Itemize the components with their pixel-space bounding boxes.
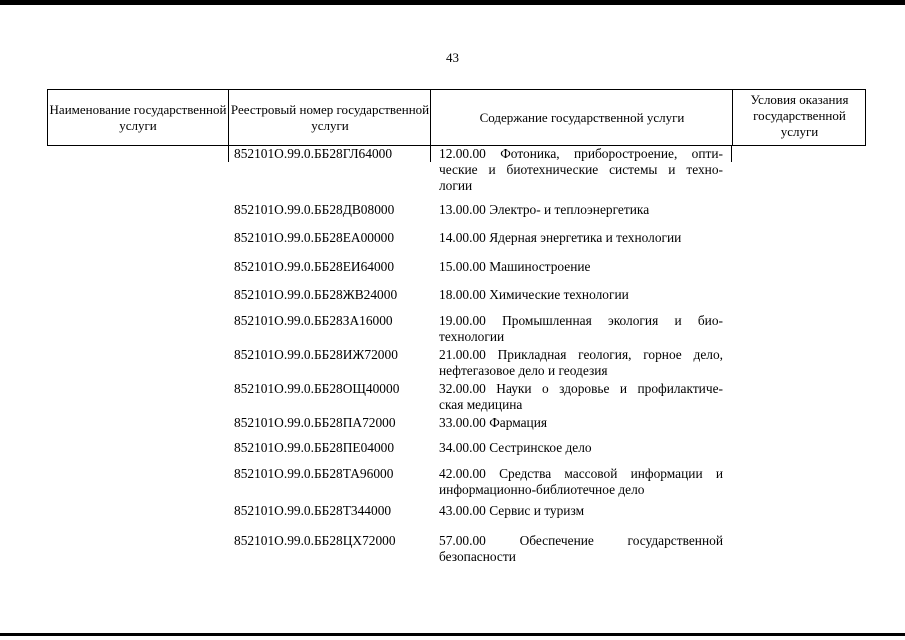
registry-code: 852101О.99.0.ББ28Т344000 xyxy=(234,503,392,518)
header-registry-number: Реестровый номер государственной услуги xyxy=(228,90,431,145)
registry-code: 852101О.99.0.ББ28ОЩ40000 xyxy=(234,381,400,396)
description-line: 32.00.00 Науки о здоровье и профилактиче- xyxy=(439,381,723,396)
service-description xyxy=(439,146,723,194)
service-description xyxy=(439,440,723,456)
description-line: логии xyxy=(439,178,473,193)
registry-code: 852101О.99.0.ББ28ГЛ64000 xyxy=(234,146,393,161)
description-line: 13.00.00 Электро- и теплоэнергетика xyxy=(439,202,650,217)
description-line: ческие и биотехнические системы и техно- xyxy=(439,162,723,177)
description-line: 57.00.00 Обеспечение государственной xyxy=(439,533,723,548)
registry-code: 852101О.99.0.ББ28ДВ08000 xyxy=(234,202,395,217)
description-line: 43.00.00 Сервис и туризм xyxy=(439,503,585,518)
description-line: 15.00.00 Машиностроение xyxy=(439,259,591,274)
description-line: 34.00.00 Сестринское дело xyxy=(439,440,592,455)
service-description xyxy=(439,415,723,431)
table-header xyxy=(47,89,866,146)
description-line: 21.00.00 Прикладная геология, горное дело, xyxy=(439,347,723,362)
top-rule xyxy=(0,0,905,5)
service-description xyxy=(439,533,723,565)
registry-code: 852101О.99.0.ББ28ЖВ24000 xyxy=(234,287,398,302)
column-divider xyxy=(731,145,732,162)
header-service-conditions: Условия оказания государственной услуги xyxy=(732,90,866,145)
description-line: 14.00.00 Ядерная энергетика и технологии xyxy=(439,230,682,245)
service-description xyxy=(439,347,723,379)
description-line: информационно-библиотечное дело xyxy=(439,482,645,497)
description-line: безопасности xyxy=(439,549,516,564)
registry-code: 852101О.99.0.ББ28ЕА00000 xyxy=(234,230,395,245)
service-description xyxy=(439,287,723,303)
description-line: 42.00.00 Средства массовой информации и xyxy=(439,466,723,481)
service-description xyxy=(439,259,723,275)
description-line: технологии xyxy=(439,329,505,344)
column-divider xyxy=(228,145,229,162)
header-service-content: Содержание государственной услуги xyxy=(430,90,733,145)
service-description xyxy=(439,230,723,246)
service-description xyxy=(439,313,723,345)
registry-code: 852101О.99.0.ББ28ИЖ72000 xyxy=(234,347,398,362)
description-line: 33.00.00 Фармация xyxy=(439,415,548,430)
service-description xyxy=(439,503,723,519)
registry-code: 852101О.99.0.ББ28ЕИ64000 xyxy=(234,259,395,274)
service-description xyxy=(439,381,723,413)
page-number: 43 xyxy=(446,50,459,65)
description-line: нефтегазовое дело и геодезия xyxy=(439,363,608,378)
column-divider xyxy=(430,145,431,162)
header-service-name: Наименование государственной услуги xyxy=(49,101,227,133)
description-line: 19.00.00 Промышленная экология и био- xyxy=(439,313,723,328)
bottom-rule xyxy=(0,633,905,636)
registry-code: 852101О.99.0.ББ28ЗА16000 xyxy=(234,313,393,328)
description-line: ская медицина xyxy=(439,397,523,412)
registry-code: 852101О.99.0.ББ28ЦХ72000 xyxy=(234,533,396,548)
service-description xyxy=(439,466,723,498)
description-line: 12.00.00 Фотоника, приборостроение, опти- xyxy=(439,146,723,161)
registry-code: 852101О.99.0.ББ28ПА72000 xyxy=(234,415,396,430)
registry-code: 852101О.99.0.ББ28ТА96000 xyxy=(234,466,394,481)
registry-code: 852101О.99.0.ББ28ПЕ04000 xyxy=(234,440,395,455)
description-line: 18.00.00 Химические технологии xyxy=(439,287,629,302)
service-description xyxy=(439,202,723,218)
